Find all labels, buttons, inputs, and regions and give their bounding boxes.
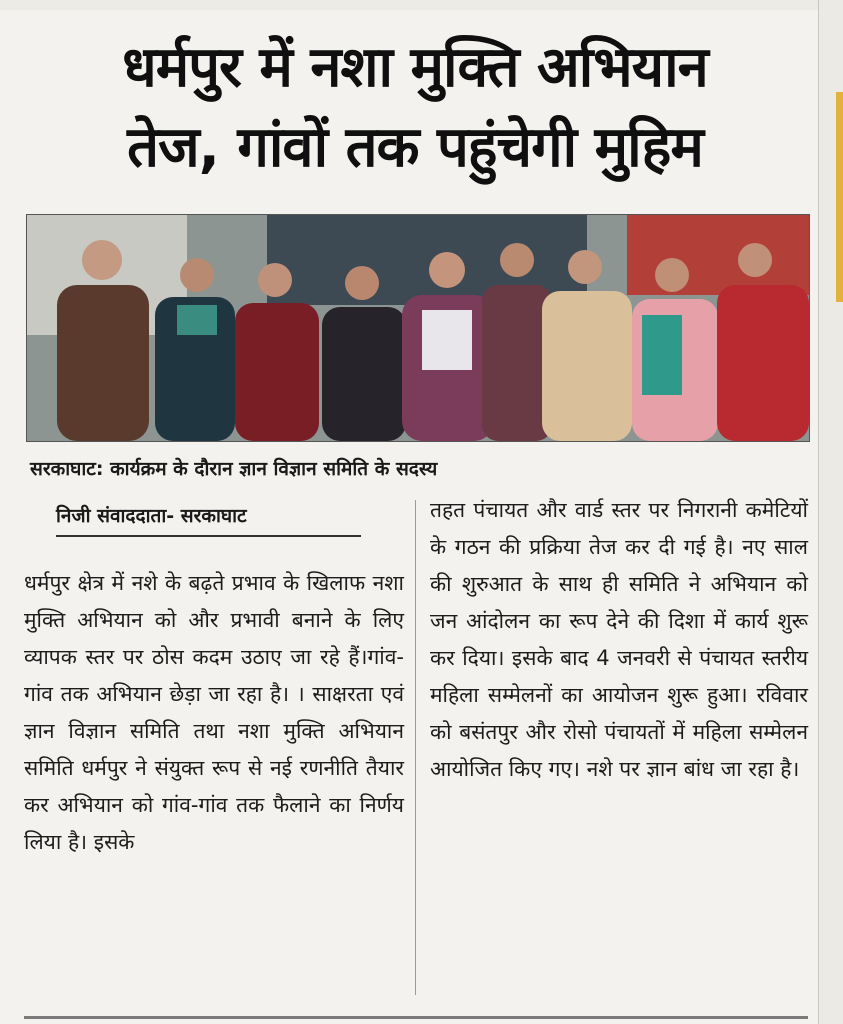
headline-line-1: धर्मपुर में नशा मुक्ति अभियान — [122, 35, 708, 100]
byline-underline — [56, 535, 361, 537]
top-margin — [0, 0, 843, 10]
group-photo-illustration — [27, 215, 809, 441]
headline — [20, 28, 810, 188]
bottom-rule — [24, 1016, 808, 1019]
article-paragraph-left: धर्मपुर क्षेत्र में नशे के बढ़ते प्रभाव के खिलाफ नशा मुक्ति अभियान को और प्रभावी बनाने के लिए व्यापक स्तर पर ठोस कदम उठाए जा रहे हैं।गांव-गांव तक अभियान छेड़ा जा रहा है। । साक्षरता एवं ज्ञान विज्ञान समिति तथा नशा मुक्ति अभियान समिति धर्मपुर ने संयुक्त रूप से नई रणनीति तैयार कर अभियान को गांव-गांव तक फैलाने का निर्णय लिया है। इसके — [24, 571, 404, 854]
column-divider — [415, 500, 416, 995]
headline-line-2: तेज, गांवों तक पहुंचेगी मुहिम — [127, 115, 703, 180]
photo-caption: सरकाघाट: कार्यक्रम के दौरान ज्ञान विज्ञान समिति के सदस्य — [30, 458, 438, 480]
article-column-left — [24, 565, 404, 861]
news-photo — [26, 214, 810, 442]
article-paragraph-right: तहत पंचायत और वार्ड स्तर पर निगरानी कमेटियों के गठन की प्रक्रिया तेज कर दी गई है। नए साल की शुरुआत के साथ ही समिति ने अभियान को जन आंदोलन का रूप देने की दिशा में कार्य शुरू कर दिया। इसके बाद 4 जनवरी से पंचायत स्तरीय महिला सम्मेलनों का आयोजन शुरू हुआ। रविवार को बसंतपुर और रोसो पंचायतों में महिला सम्मेलन आयोजित किए गए। नशे पर ज्ञान बांध जा रहा है। — [430, 498, 808, 781]
byline: निजी संवाददाता- सरकाघाट — [56, 505, 247, 527]
adjacent-article-accent — [836, 92, 843, 302]
article-column-right — [430, 492, 808, 788]
